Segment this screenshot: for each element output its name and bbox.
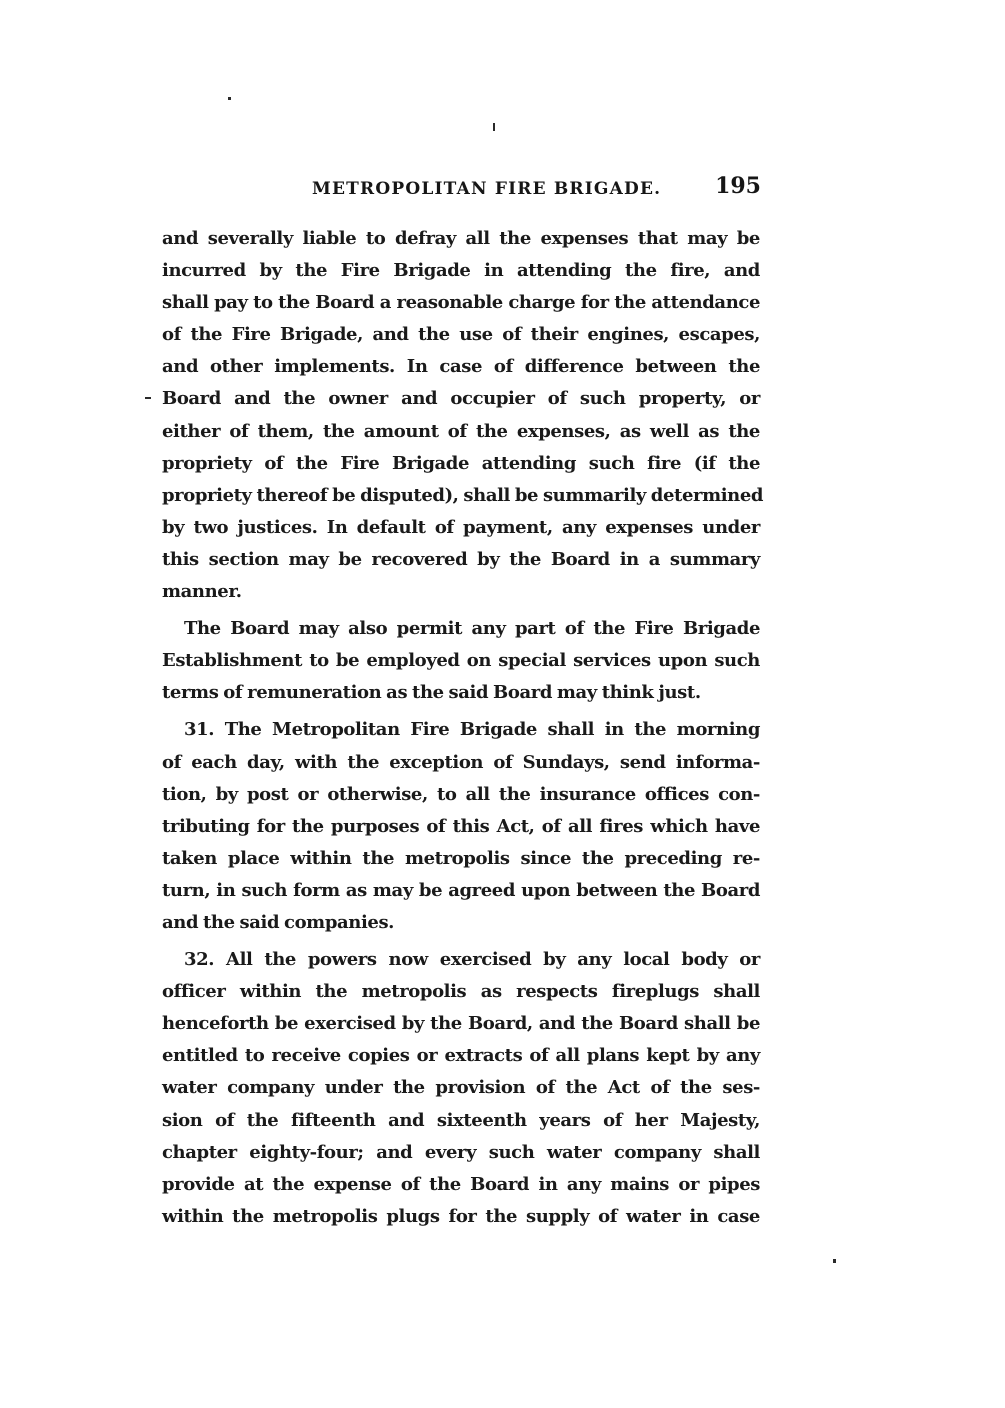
text-line: tributing for the purposes of this Act, of all fires which have xyxy=(162,815,760,837)
text-line: water company under the provision of the Act of the ses- xyxy=(162,1077,760,1099)
text-line: shall pay to the Board a reasonable charge for the attendance xyxy=(162,292,760,314)
body-text xyxy=(162,223,764,1233)
text-line: incurred by the Fire Brigade in attending the fire, and xyxy=(162,260,760,282)
text-line: tion, by post or otherwise, to all the insurance offices con- xyxy=(162,783,760,805)
text-line: this section may be recovered by the Board in a summary xyxy=(162,548,760,570)
text-line: henceforth be exercised by the Board, and the Board shall be xyxy=(162,1013,760,1035)
text-line: turn, in such form as may be agreed upon between the Board xyxy=(162,879,760,901)
text-line: 32. All the powers now exercised by any local body or xyxy=(184,949,760,971)
text-line: propriety thereof be disputed), shall be summarily determined xyxy=(162,484,764,506)
text-line: of each day, with the exception of Sundays, send informa- xyxy=(162,751,760,773)
text-line: taken place within the metropolis since the preceding re- xyxy=(162,847,760,869)
print-speck xyxy=(145,397,151,399)
paragraph xyxy=(162,613,760,709)
text-line: officer within the metropolis as respects fireplugs shall xyxy=(162,981,760,1003)
text-line: and severally liable to defray all the expenses that may be xyxy=(162,228,760,249)
text-line: manner. xyxy=(162,581,242,603)
text-line: of the Fire Brigade, and the use of their engines, escapes, xyxy=(162,324,760,346)
text-line: terms of remuneration as the said Board may think just. xyxy=(162,682,701,704)
text-line: either of them, the amount of the expenses, as well as the xyxy=(162,420,760,442)
text-line: Board and the owner and occupier of such property, or xyxy=(162,388,760,410)
text-line: 31. The Metropolitan Fire Brigade shall in the morning xyxy=(184,719,760,741)
text-line: and other implements. In case of difference between the xyxy=(162,356,760,378)
text-line: entitled to receive copies or extracts of all plans kept by any xyxy=(162,1045,760,1067)
print-speck xyxy=(228,97,231,100)
text-line: propriety of the Fire Brigade attending such fire (if the xyxy=(162,452,760,474)
text-line: and the said companies. xyxy=(162,911,395,933)
print-speck xyxy=(833,1259,836,1263)
page-number: 195 xyxy=(715,173,761,199)
text-line: sion of the fifteenth and sixteenth years of her Majesty, xyxy=(162,1109,760,1131)
text-line: provide at the expense of the Board in any mains or pipes xyxy=(162,1173,760,1195)
paragraph xyxy=(162,944,760,1233)
text-line: Establishment to be employed on special services upon such xyxy=(162,650,760,672)
text-line: within the metropolis plugs for the supply of water in case xyxy=(162,1205,760,1227)
running-title: METROPOLITAN FIRE BRIGADE. xyxy=(312,179,662,199)
text-line: by two justices. In default of payment, any expenses under xyxy=(162,516,760,538)
paragraph xyxy=(162,223,764,608)
print-speck xyxy=(493,123,495,131)
text-line: chapter eighty-four; and every such water company shall xyxy=(162,1141,760,1163)
text-line: The Board may also permit any part of the Fire Brigade xyxy=(184,618,760,640)
paragraph xyxy=(162,714,760,939)
page-header xyxy=(160,170,765,204)
